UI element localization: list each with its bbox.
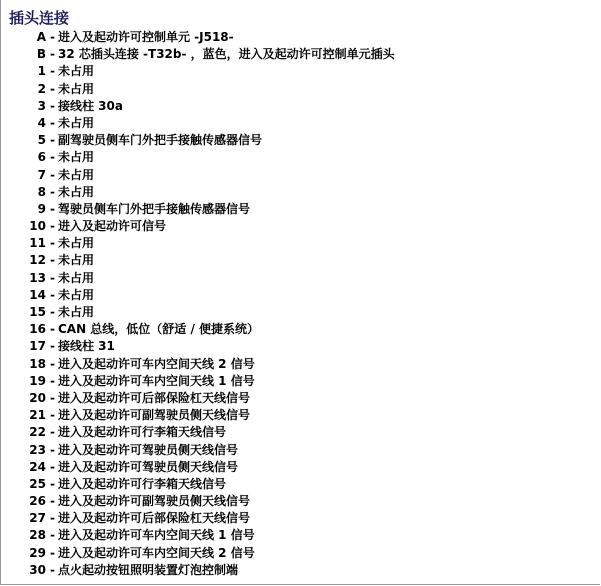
list-item (1, 356, 395, 373)
separator-dash: - (50, 98, 55, 113)
list-item (1, 338, 395, 355)
list-item (1, 510, 395, 527)
separator-dash: - (50, 356, 55, 371)
pin-description: 进入及起动许可驾驶员侧天线信号 (57, 459, 238, 474)
separator-dash: - (50, 322, 55, 337)
pin-description: 进入及起动许可车内空间天线 1 信号 (57, 528, 255, 543)
separator-dash: - (50, 47, 55, 62)
pin-description: 未占用 (57, 287, 94, 302)
separator-dash: - (50, 305, 55, 319)
pin-code: 10 (29, 219, 46, 234)
separator-dash: - (50, 64, 55, 79)
separator-dash: - (50, 545, 55, 560)
pin-description: 未占用 (57, 115, 94, 130)
pin-description: CAN 总线，低位（舒适 / 便捷系统） (57, 322, 260, 337)
pin-description: 未占用 (57, 64, 94, 79)
list-item (1, 184, 395, 201)
pin-code: 27 (29, 511, 46, 526)
separator-dash: - (50, 30, 55, 44)
list-item (1, 252, 395, 269)
list-item (1, 132, 395, 149)
separator-dash: - (50, 528, 55, 543)
pin-description: 未占用 (57, 81, 94, 96)
pin-description: 驾驶员侧车门外把手接触传感器信号 (57, 201, 250, 216)
pin-description: 进入及起动许可车内空间天线 2 信号 (57, 356, 255, 371)
list-item (1, 424, 395, 441)
pin-code: B (36, 47, 46, 62)
pin-code: 12 (29, 253, 46, 268)
separator-dash: - (50, 167, 55, 182)
list-item (1, 493, 395, 510)
pin-code: 30 (29, 562, 46, 577)
pin-code: 22 (29, 425, 46, 440)
pin-description: 点火起动按钮照明装置灯泡控制端 (57, 562, 238, 577)
pin-description: 进入及起动许可行李箱天线信号 (57, 425, 226, 440)
pin-code: 8 (37, 184, 46, 199)
separator-dash: - (50, 133, 55, 148)
pin-code: 20 (29, 390, 46, 405)
list-item (1, 149, 395, 166)
pin-code: 25 (29, 476, 46, 491)
list-item (1, 373, 395, 390)
pin-description: 进入及起动许可车内空间天线 2 信号 (57, 545, 255, 560)
pin-description: 未占用 (57, 270, 94, 285)
list-item (1, 29, 395, 46)
pin-description: 进入及起动许可副驾驶员侧天线信号 (57, 494, 250, 509)
pin-description: 未占用 (57, 236, 94, 251)
pin-code: 21 (29, 408, 46, 423)
list-item (1, 459, 395, 476)
pin-description: 未占用 (57, 305, 94, 319)
list-item (1, 545, 395, 562)
pin-code: 26 (29, 494, 46, 509)
pin-code: 2 (37, 81, 46, 96)
list-item (1, 270, 395, 287)
separator-dash: - (50, 425, 55, 440)
pin-description: 进入及起动许可车内空间天线 1 信号 (57, 373, 255, 388)
list-item (1, 476, 395, 493)
list-item (1, 321, 395, 338)
pin-code: 16 (29, 322, 46, 337)
pin-code: 19 (29, 373, 46, 388)
pin-code: 1 (37, 64, 46, 79)
pin-code: 4 (37, 115, 46, 130)
pin-description: 未占用 (57, 167, 94, 182)
list-item (1, 442, 395, 459)
section-title: 插头连接 (9, 9, 70, 27)
pin-code: 5 (37, 133, 46, 148)
pin-description: 进入及起动许可后部保险杠天线信号 (57, 511, 250, 526)
list-item (1, 562, 395, 579)
pin-code: 3 (37, 98, 46, 113)
list-item (1, 287, 395, 304)
list-item (1, 218, 395, 235)
list-item (1, 390, 395, 407)
separator-dash: - (50, 390, 55, 405)
separator-dash: - (50, 562, 55, 577)
separator-dash: - (50, 270, 55, 285)
list-item (1, 46, 395, 63)
pin-code: 15 (29, 305, 46, 319)
pin-code: 13 (29, 270, 46, 285)
pin-description: 未占用 (57, 253, 94, 268)
pin-description: 进入及起动许可行李箱天线信号 (57, 476, 226, 491)
list-item (1, 115, 395, 132)
list-item (1, 235, 395, 252)
pin-code: 14 (29, 287, 46, 302)
separator-dash: - (50, 459, 55, 474)
pin-description: 副驾驶员侧车门外把手接触传感器信号 (57, 133, 262, 148)
pin-code: 6 (37, 150, 46, 165)
pin-description: 32 芯插头连接 -T32b- ，蓝色，进入及起动许可控制单元插头 (57, 47, 395, 62)
separator-dash: - (50, 253, 55, 268)
separator-dash: - (50, 408, 55, 423)
separator-dash: - (50, 184, 55, 199)
pin-description: 进入及起动许可副驾驶员侧天线信号 (57, 408, 250, 423)
pin-description: 接线柱 30a (57, 98, 123, 113)
pin-description: 接线柱 31 (57, 339, 115, 354)
pin-description: 进入及起动许可后部保险杠天线信号 (57, 390, 250, 405)
list-item (1, 201, 395, 218)
separator-dash: - (50, 339, 55, 354)
list-item (1, 167, 395, 184)
pin-description: 未占用 (57, 184, 94, 199)
separator-dash: - (50, 115, 55, 130)
pin-description: 未占用 (57, 150, 94, 165)
pin-code: 23 (29, 442, 46, 457)
pin-code: A (36, 30, 46, 44)
separator-dash: - (50, 150, 55, 165)
pin-code: 7 (37, 167, 46, 182)
list-item (1, 81, 395, 98)
pin-code: 29 (29, 545, 46, 560)
pin-description: 进入及起动许可控制单元 -J518- (57, 30, 234, 44)
list-item (1, 527, 395, 544)
pin-description: 进入及起动许可信号 (57, 219, 166, 234)
separator-dash: - (50, 236, 55, 251)
pin-code: 28 (29, 528, 46, 543)
separator-dash: - (50, 442, 55, 457)
separator-dash: - (50, 201, 55, 216)
pin-code: 11 (29, 236, 46, 251)
list-item (1, 304, 395, 321)
separator-dash: - (50, 287, 55, 302)
pin-code: 17 (29, 339, 46, 354)
pin-description: 进入及起动许可驾驶员侧天线信号 (57, 442, 238, 457)
list-item (1, 407, 395, 424)
separator-dash: - (50, 476, 55, 491)
separator-dash: - (50, 494, 55, 509)
list-item (1, 63, 395, 80)
pin-code: 9 (37, 201, 46, 216)
pin-code: 18 (29, 356, 46, 371)
connector-pin-list (1, 29, 395, 579)
pin-code: 24 (29, 459, 46, 474)
separator-dash: - (50, 373, 55, 388)
separator-dash: - (50, 511, 55, 526)
separator-dash: - (50, 81, 55, 96)
list-item (1, 98, 395, 115)
separator-dash: - (50, 219, 55, 234)
